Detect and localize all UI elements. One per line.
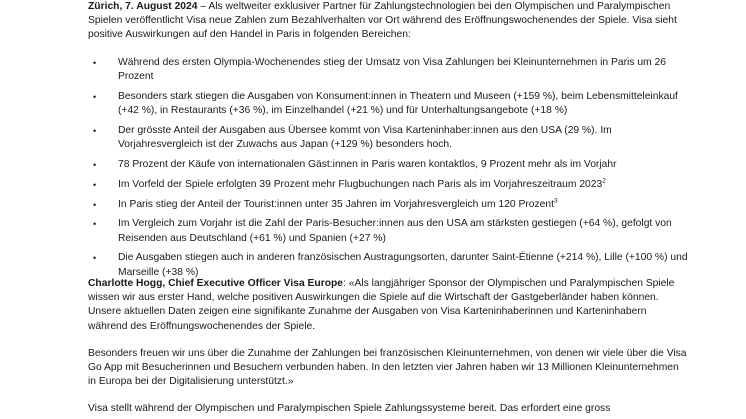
quote-paragraph-2: Besonders freuen wir uns über die Zunahme der Zahlungen bei französischen Kleinunternehmen, von denen wir viele über die Visa Go App mit Besucherinnen und Besuchern verbunden haben. In den letzten vier Jahren haben wir 13 Millionen Kleinunternehmen in Europa bei der Digitalisierung unterstützt.» bbox=[88, 348, 687, 388]
list-item bbox=[88, 90, 688, 118]
dateline: Zürich, 7. August 2024 bbox=[88, 1, 198, 12]
bullet-list bbox=[88, 56, 688, 285]
list-item-text: Die Ausgaben stiegen auch in anderen französischen Austragungsorten, darunter Saint-Étienne (+214 %), Lille (+100 %) und Marseille (+38 %) bbox=[118, 252, 688, 278]
bullet-icon: • bbox=[93, 253, 97, 264]
closing-paragraph: Visa stellt während der Olympischen und Paralympischen Spiele Zahlungssysteme bereit. Das erfordert eine gross bbox=[88, 403, 611, 414]
bullet-icon: • bbox=[93, 219, 97, 230]
list-item bbox=[88, 158, 688, 172]
bullet-icon: • bbox=[93, 92, 97, 102]
bullet-icon: • bbox=[93, 58, 97, 68]
list-item bbox=[88, 178, 688, 192]
intro-text: – Als weltweiter exklusiver Partner für Zahlungstechnologien bei den Olympischen und Paralympischen Spielen veröffentlicht Visa neue Zahlen zum Bezahlverhalten vor Ort während des Eröffnungswochenendes der Spiele. Visa sieht positive Auswirkungen auf den Handel in Paris in folgenden Bereichen: bbox=[88, 1, 677, 41]
list-item-text: Im Vorfeld der Spiele erfolgten 39 Prozent mehr Flugbuchungen nach Paris als im Vorjahreszeitraum 2023 bbox=[118, 178, 603, 190]
footnote-ref: 3 bbox=[553, 197, 558, 205]
bullet-icon: • bbox=[93, 199, 97, 210]
bullet-icon: • bbox=[93, 179, 97, 190]
list-item bbox=[88, 56, 688, 84]
list-item-text: 78 Prozent der Käufe von internationalen Gäst:innen in Paris waren kontaktlos, 9 Prozent mehr als im Vorjahr bbox=[118, 159, 617, 170]
bullet-icon: • bbox=[93, 160, 97, 170]
list-item-text: In Paris stieg der Anteil der Tourist:innen unter 35 Jahren im Vorjahresvergleich um 120 Prozent bbox=[118, 198, 554, 210]
list-item bbox=[88, 251, 688, 279]
list-item-text: Besonders stark stiegen die Ausgaben von Konsument:innen in Theatern und Museen (+159 %), beim Lebensmitteleinkauf (+42 %), in Restaurants (+36 %), im Einzelhandel (+21 %) und für Unterhaltungsangebote (+18 %) bbox=[118, 91, 678, 117]
footnote-ref: 2 bbox=[602, 177, 606, 185]
list-item-text: Während des ersten Olympia-Wochenendes stieg der Umsatz von Visa Zahlungen bei Kleinunternehmen in Paris um 26 Prozent bbox=[118, 57, 666, 83]
list-item bbox=[88, 198, 688, 212]
quote-speaker: Charlotte Hogg, Chief Executive Officer Visa Europe bbox=[88, 278, 344, 289]
list-item-text: Der grösste Anteil der Ausgaben aus Übersee kommt von Visa Karteninhaber:innen aus den USA (29 %). Im Vorjahresvergleich ist der Zuwachs aus Japan (+129 %) besonders hoch. bbox=[118, 125, 612, 151]
list-item-text: Im Vergleich zum Vorjahr ist die Zahl der Paris-Besucher:innen aus den USA am stärksten gestiegen (+64 %), gefolgt von Reisenden aus Deutschland (+61 %) und Spanien (+27 %) bbox=[118, 218, 672, 244]
list-item bbox=[88, 124, 688, 152]
bullet-icon: • bbox=[93, 126, 97, 136]
quote-paragraph-1 bbox=[88, 277, 688, 334]
quote-text-1: : «Als langjähriger Sponsor der Olympischen und Paralympischen Spiele wissen wir aus erster Hand, welche positiven Auswirkungen die Spiele auf die Wirtschaft der Gastgeberländer haben können. Unsere aktuellen Daten zeigen eine signifikante Zunahme der Ausgaben von Visa Karteninhaberinnen und Karteninhabern während des Eröffnungswochenendes der Spiele. bbox=[88, 278, 675, 332]
list-item bbox=[88, 217, 688, 245]
intro-paragraph bbox=[88, 0, 688, 43]
